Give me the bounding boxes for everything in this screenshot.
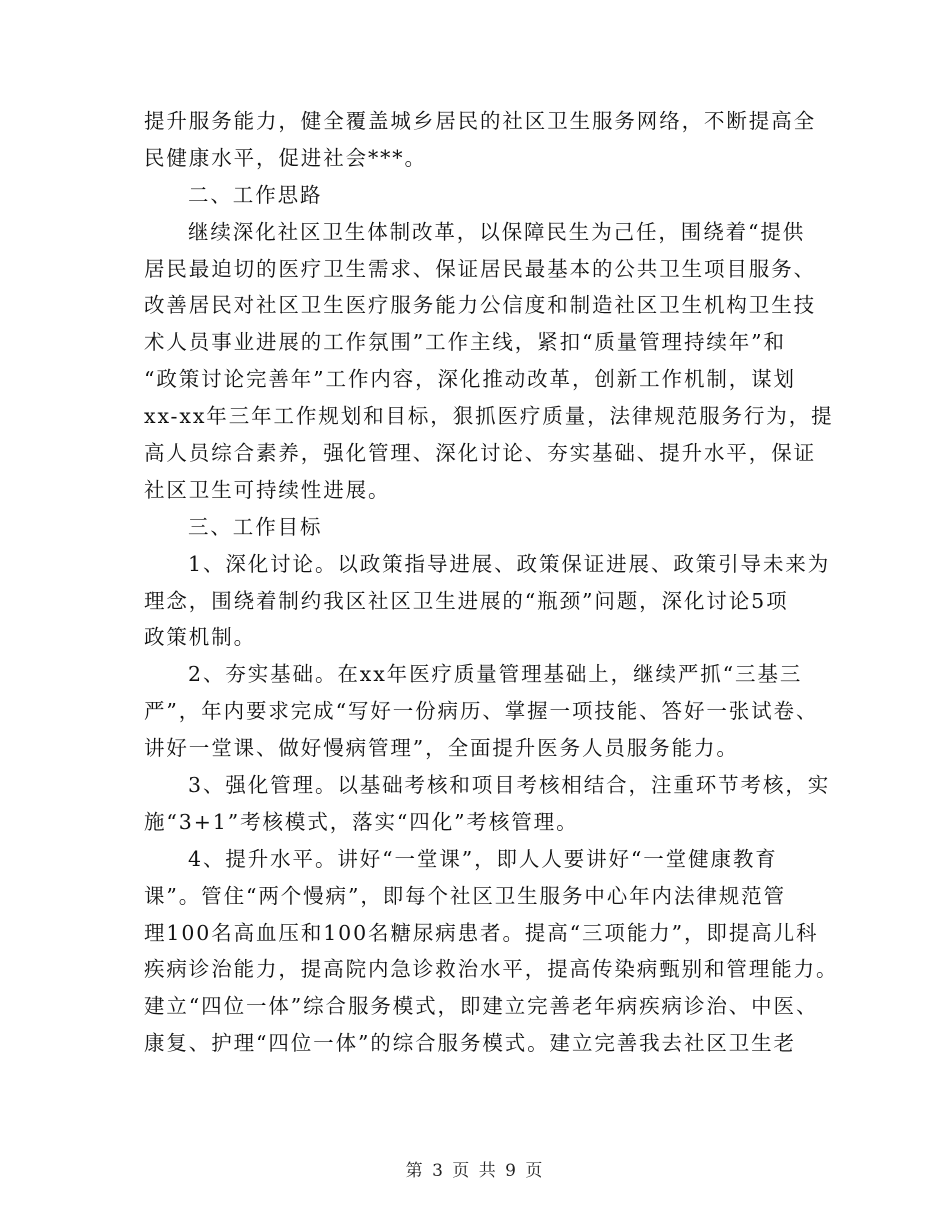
text-line: 3、强化管理。以基础考核和项目考核相结合，注重环节考核，实 — [188, 773, 831, 798]
text-line: 理100名高血压和100名糖尿病患者。提高“三项能力”，即提高儿科 — [144, 920, 819, 945]
page-number-footer: 第 3 页 共 9 页 — [405, 1161, 545, 1181]
document-body — [144, 103, 839, 1062]
text-line: 提升服务能力，健全覆盖城乡居民的社区卫生服务网络，不断提高全 — [144, 109, 816, 133]
section-heading: 二、工作思路 — [188, 182, 323, 207]
text-line: 严”，年内要求完成“写好一份病历、掌握一项技能、答好一张试卷、 — [144, 699, 819, 724]
text-line: 疾病诊治能力，提高院内急诊救治水平，提高传染病甄别和管理能力。 — [144, 957, 839, 982]
text-line: 继续深化社区卫生体制改革，以保障民生为己任，围绕着“提供 — [188, 219, 806, 244]
text-line: 课”。管住“两个慢病”，即每个社区卫生服务中心年内法律规范管 — [144, 883, 786, 908]
text-line: 居民最迫切的医疗卫生需求、保证居民最基本的公共卫生项目服务、 — [144, 256, 816, 281]
text-line: 康复、护理“四位一体”的综合服务模式。建立完善我去社区卫生老 — [144, 1031, 796, 1056]
text-line: 术人员事业进展的工作氛围”工作主线，紧扣“质量管理持续年”和 — [144, 330, 786, 355]
text-line: 政策机制。 — [144, 625, 256, 650]
text-line: 建立“四位一体”综合服务模式，即建立完善老年病疾病诊治、中医、 — [144, 994, 819, 1019]
text-line: “政策讨论完善年”工作内容，深化推动改革，创新工作机制，谋划 — [144, 367, 796, 392]
text-line: 4、提升水平。讲好“一堂课”，即人人要讲好“一堂健康教育 — [188, 846, 778, 871]
text-line: 改善居民对社区卫生医疗服务能力公信度和制造社区卫生机构卫生技 — [144, 293, 816, 318]
text-line: 民健康水平，促进社会***。 — [144, 145, 427, 170]
text-line: 理念，围绕着制约我区社区卫生进展的“瓶颈”问题，深化讨论5项 — [144, 588, 789, 613]
section-heading: 三、工作目标 — [188, 514, 323, 539]
text-line: 2、夯实基础。在xx年医疗质量管理基础上，继续严抓“三基三 — [188, 662, 803, 687]
text-line: 高人员综合素养，强化管理、深化讨论、夯实基础、提升水平，保证 — [144, 441, 816, 466]
text-line: 社区卫生可持续性进展。 — [144, 477, 391, 502]
text-line: 施“3+1”考核模式，落实“四化”考核管理。 — [144, 809, 579, 834]
text-line: 讲好一堂课、做好慢病管理”，全面提升医务人员服务能力。 — [144, 736, 739, 761]
text-line: 1、深化讨论。以政策指导进展、政策保证进展、政策引导未来为 — [188, 551, 831, 576]
text-line: xx-xx年三年工作规划和目标，狠抓医疗质量，法律规范服务行为，提 — [144, 404, 834, 429]
